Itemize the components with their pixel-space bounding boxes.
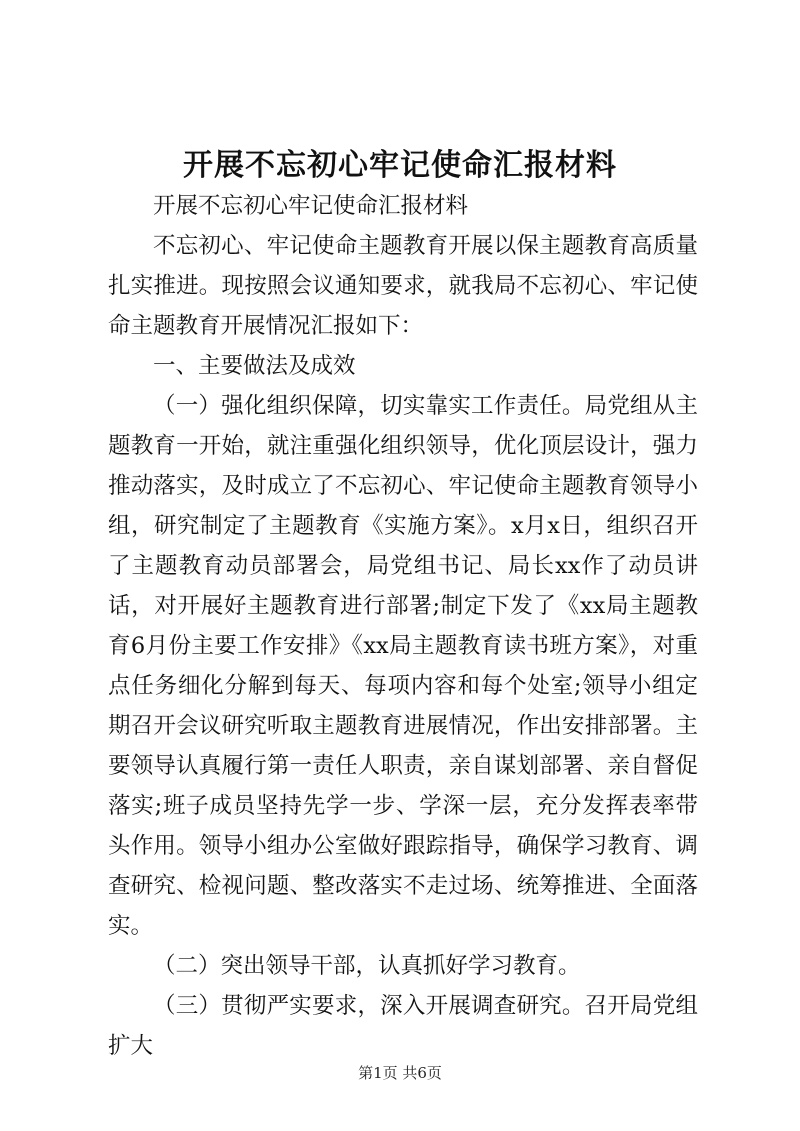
document-subtitle: 开展不忘初心牢记使命汇报材料: [153, 193, 469, 219]
page-footer: 第1页 共6页: [358, 1064, 442, 1082]
document-title: 开展不忘初心牢记使命汇报材料: [183, 148, 617, 183]
paragraph-item-2: （二）突出领导干部，认真抓好学习教育。: [153, 953, 581, 979]
intro-paragraph: 不忘初心、牢记使命主题教育开展以保主题教育高质量扎实推进。现按照会议通知要求，就我局不忘初心、牢记使命主题教育开展情况汇报如下：: [108, 233, 698, 339]
section-heading: 一、主要做法及成效: [153, 353, 356, 379]
paragraph-item-1: （一）强化组织保障，切实靠实工作责任。局党组从主题教育一开始，就注重强化组织领导，优化顶层设计，强力推动落实，及时成立了不忘初心、牢记使命主题教育领导小组，研究制定了主题教育《实施方案》。x月x日，组织召开了主题教育动员部署会，局党组书记、局长xx作了动员讲话，对开展好主题教育进行部署;制定下发了《xx局主题教育6月份主要工作安排》《xx局主题教育读书班方案》，对重点任务细化分解到每天、每项内容和每个处室;领导小组定期召开会议研究听取主题教育进展情况，作出安排部署。主要领导认真履行第一责任人职责，亲自谋划部署、亲自督促落实;班子成员坚持先学一步、学深一层，充分发挥表率带头作用。领导小组办公室做好跟踪指导，确保学习教育、调查研究、检视问题、整改落实不走过场、统筹推进、全面落实。: [108, 393, 698, 939]
paragraph-item-3: （三）贯彻严实要求，深入开展调查研究。召开局党组扩大: [108, 993, 698, 1059]
document-body: [108, 186, 698, 1066]
